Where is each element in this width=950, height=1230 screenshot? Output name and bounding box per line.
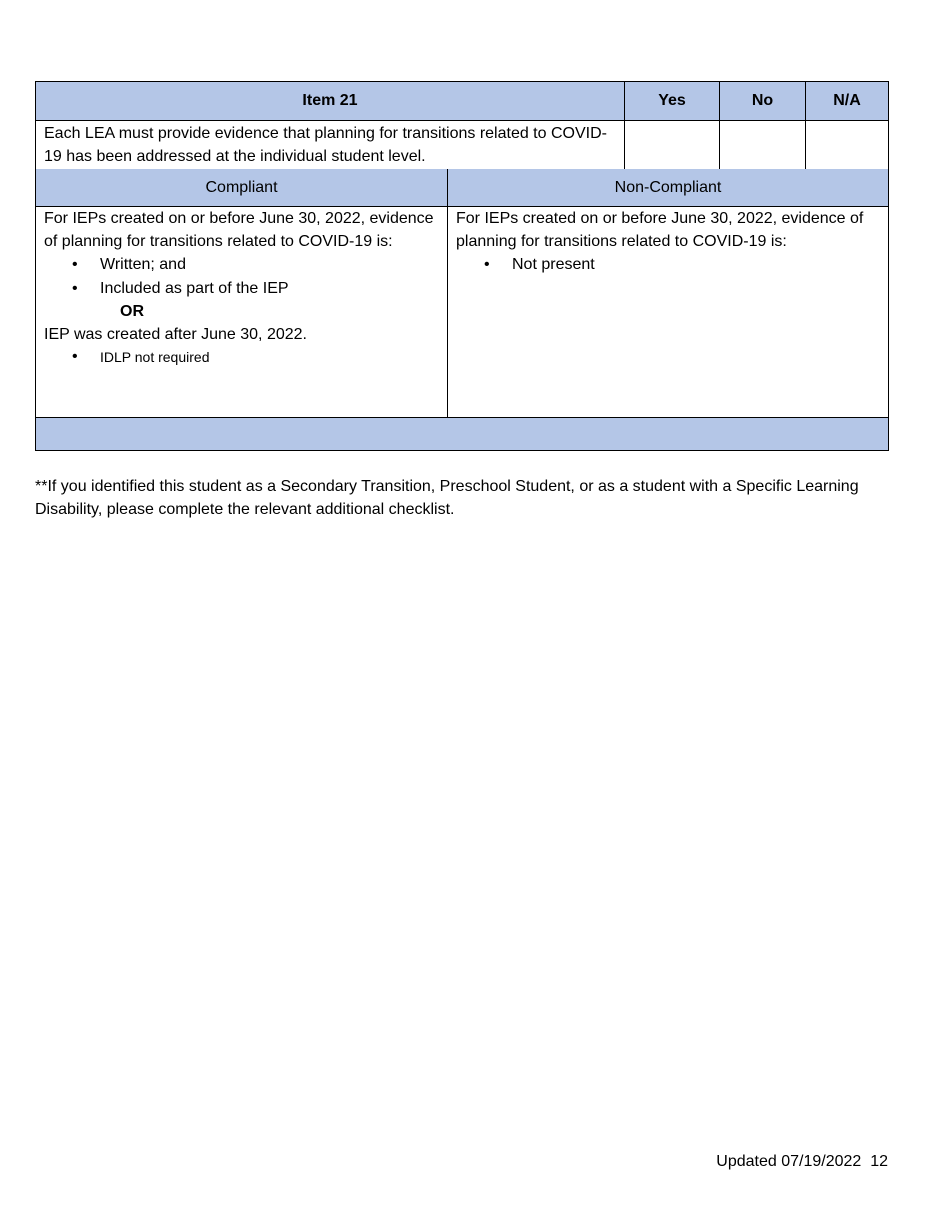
compliant-intro: For IEPs created on or before June 30, 2022, evidence of planning for transitions related to COVID-19 is: bbox=[44, 210, 434, 250]
compliant-list bbox=[44, 253, 439, 301]
page-footer bbox=[716, 1153, 888, 1171]
page-number: 12 bbox=[870, 1153, 888, 1170]
compliant-header: Compliant bbox=[36, 169, 448, 207]
table-footer-band bbox=[36, 418, 889, 451]
list-item: • Written; and bbox=[44, 253, 439, 277]
compliant-cell bbox=[36, 207, 448, 418]
noncompliant-cell bbox=[448, 207, 889, 418]
na-cell[interactable] bbox=[806, 121, 889, 171]
compliant-alt-list bbox=[44, 346, 439, 368]
item-header: Item 21 bbox=[36, 82, 625, 121]
additional-checklist-note: **If you identified this student as a Secondary Transition, Preschool Student, or as a student with a Specific Learning Disability, please complete the relevant additional checklist. bbox=[35, 478, 859, 518]
list-item: • Included as part of the IEP bbox=[44, 277, 439, 301]
item-table bbox=[35, 81, 889, 171]
list-item: • Not present bbox=[456, 253, 880, 277]
item-description: Each LEA must provide evidence that planning for transitions related to COVID-19 has been addressed at the individual student level. bbox=[36, 121, 625, 171]
yes-header: Yes bbox=[625, 82, 720, 121]
compliant-alt: IEP was created after June 30, 2022. bbox=[44, 326, 307, 343]
na-header: N/A bbox=[806, 82, 889, 121]
noncompliant-list bbox=[456, 253, 880, 277]
compliance-table bbox=[35, 169, 889, 451]
or-label: OR bbox=[120, 303, 144, 320]
noncompliant-header: Non-Compliant bbox=[448, 169, 889, 207]
no-cell[interactable] bbox=[720, 121, 806, 171]
noncompliant-intro: For IEPs created on or before June 30, 2022, evidence of planning for transitions related to COVID-19 is: bbox=[456, 210, 864, 250]
updated-date: Updated 07/19/2022 bbox=[716, 1153, 862, 1170]
yes-cell[interactable] bbox=[625, 121, 720, 171]
no-header: No bbox=[720, 82, 806, 121]
list-item: • IDLP not required bbox=[44, 346, 439, 368]
